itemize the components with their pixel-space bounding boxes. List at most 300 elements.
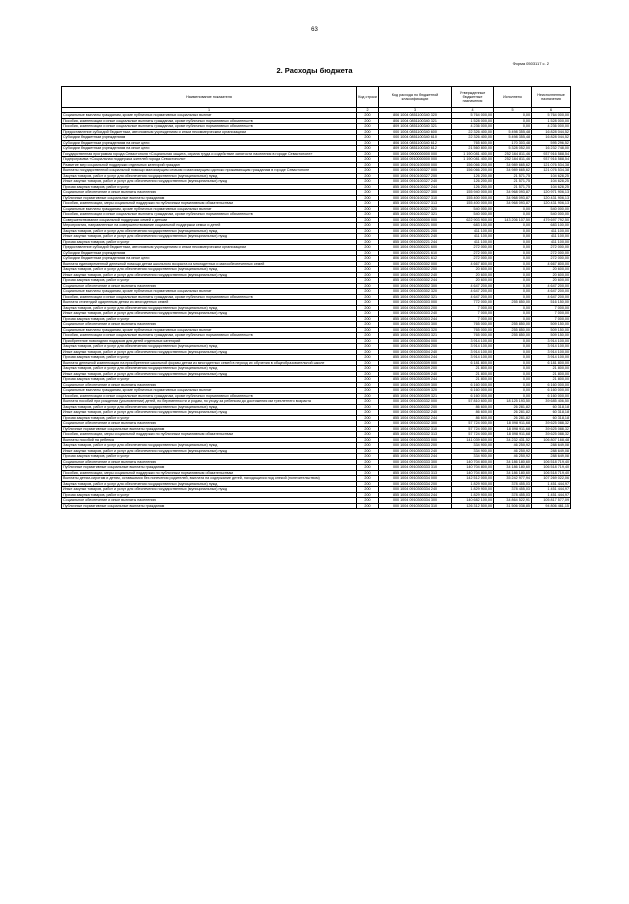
row-line-code: 200: [357, 426, 379, 432]
row-approved: 22 326 400,00: [452, 129, 494, 135]
row-name: Иные закупки товаров, работ и услуг для обеспечения государственных (муниципальных) нужд: [62, 371, 357, 377]
row-classification-code: 000 1004 0910300221 000: [379, 223, 452, 229]
row-classification-code: 855 1004 0910300332 313: [379, 432, 452, 438]
row-unexecuted: 1 528 000,00: [532, 118, 571, 124]
row-executed: 0,00: [494, 278, 532, 284]
row-classification-code: 000 1004 0910300302 200: [379, 267, 452, 273]
row-line-code: 200: [357, 113, 379, 119]
row-unexecuted: 509 150,00: [532, 333, 571, 339]
row-name: Социальное обеспечение и иные выплаты населению: [62, 382, 357, 388]
row-classification-code: 855 1004 0910100327 244: [379, 184, 452, 190]
row-classification-code: 000 1004 0910300334 300: [379, 498, 452, 504]
row-name: Социальное обеспечение и иные выплаты населению: [62, 283, 357, 289]
row-unexecuted: 39 625 088,32: [532, 432, 571, 438]
row-line-code: 200: [357, 393, 379, 399]
row-line-code: 200: [357, 322, 379, 328]
row-name: Закупка товаров, работ и услуг для обеспечения государственных (муниципальных) нужд: [62, 228, 357, 234]
row-unexecuted: 4 647 200,00: [532, 289, 571, 295]
row-name: Выплата стипендий одаренным детям из многодетных семей: [62, 300, 357, 306]
row-name: Закупка товаров, работ и услуг для обеспечения государственных (муниципальных) нужд: [62, 443, 357, 449]
row-unexecuted: 3 914 100,00: [532, 355, 571, 361]
row-name: Закупка товаров, работ и услуг для обеспечения государственных (муниципальных) нужд: [62, 173, 357, 179]
row-classification-code: 806 1004 0851100340 320: [379, 113, 452, 119]
row-line-code: 200: [357, 366, 379, 372]
row-classification-code: 809 1004 0851100340 321: [379, 124, 452, 130]
row-unexecuted: 121 076 534,38: [532, 168, 571, 174]
row-unexecuted: 104 628,25: [532, 173, 571, 179]
row-name: Прочая закупка товаров, работ и услуг: [62, 415, 357, 421]
row-line-code: 200: [357, 129, 379, 135]
row-unexecuted: 20 600,00: [532, 272, 571, 278]
row-classification-code: 000 1004 0910300221 600: [379, 245, 452, 251]
row-executed: 0,00: [494, 382, 532, 388]
row-name: Социальные выплаты гражданам, кроме публичных нормативных социальных выплат: [62, 206, 357, 212]
expenses-table: [61, 86, 571, 509]
row-unexecuted: 21 800,00: [532, 366, 571, 372]
row-executed: 0,00: [494, 223, 532, 229]
row-classification-code: 000 1004 0910300221 200: [379, 228, 452, 234]
row-unexecuted: 3 914 100,00: [532, 344, 571, 350]
row-executed: 0,00: [494, 371, 532, 377]
row-approved: 7 000,00: [452, 311, 494, 317]
row-executed: 0,00: [494, 256, 532, 262]
col-number: 3: [379, 108, 452, 113]
row-approved: 4 647 200,00: [452, 294, 494, 300]
row-unexecuted: 288 649,08: [532, 443, 571, 449]
row-approved: 20 600,00: [452, 272, 494, 278]
row-classification-code: 855 1004 0910300304 244: [379, 355, 452, 361]
row-name: Иные закупки товаров, работ и услуг для обеспечения государственных (муниципальных) нужд: [62, 234, 357, 240]
row-name: Пособия, компенсации, меры социальной поддержки по публичным нормативным обязательствам: [62, 470, 357, 476]
row-executed: 34 864 522,91: [494, 498, 532, 504]
row-executed: 34 186 180,60: [494, 465, 532, 471]
row-approved: 140 682 100,00: [452, 498, 494, 504]
row-line-code: 200: [357, 184, 379, 190]
row-classification-code: 000 1004 0910300334 000: [379, 476, 452, 482]
row-approved: 7 000,00: [452, 305, 494, 311]
row-name: Развитие мер социальной поддержки отдельных категорий граждан: [62, 162, 357, 168]
row-executed: 0,00: [494, 316, 532, 322]
row-approved: 765 000,00: [452, 322, 494, 328]
row-unexecuted: 104 628,25: [532, 184, 571, 190]
row-executed: 21 571,75: [494, 179, 532, 185]
row-classification-code: 855 1004 0910300332 244: [379, 415, 452, 421]
row-name: Закупка товаров, работ и услуг для обеспечения государственных (муниципальных) нужд: [62, 267, 357, 273]
row-classification-code: 855 1004 0910300334 244: [379, 492, 452, 498]
row-approved: 22 326 400,00: [452, 135, 494, 141]
row-executed: 0,00: [494, 283, 532, 289]
col-header-unexecuted: Неисполненные назначения: [532, 87, 571, 108]
row-executed: 170 303,48: [494, 140, 532, 146]
form-code: Форма 0503117 с. 2: [512, 61, 549, 66]
row-line-code: 200: [357, 256, 379, 262]
row-executed: 0,00: [494, 305, 532, 311]
row-executed: 0,00: [494, 344, 532, 350]
row-executed: 21 571,75: [494, 184, 532, 190]
row-unexecuted: 7 000,00: [532, 316, 571, 322]
row-classification-code: 000 1004 0910300334 310: [379, 503, 452, 509]
row-line-code: 200: [357, 498, 379, 504]
row-executed: 18 098 911,68: [494, 432, 532, 438]
row-approved: 411 100,00: [452, 228, 494, 234]
row-approved: 20 600,00: [452, 267, 494, 273]
row-executed: 46 250,92: [494, 454, 532, 460]
row-executed: 34 968 093,87: [494, 195, 532, 201]
row-executed: 0,00: [494, 234, 532, 240]
row-executed: 0,00: [494, 261, 532, 267]
row-classification-code: 000 1004 0910300000 000: [379, 217, 452, 223]
row-line-code: 200: [357, 228, 379, 234]
row-approved: 765 600,00: [452, 140, 494, 146]
row-classification-code: 000 1004 0910300303 240: [379, 311, 452, 317]
row-unexecuted: 39 625 088,32: [532, 426, 571, 432]
row-classification-code: 000 1004 0910300303 300: [379, 322, 452, 328]
row-name: Пособия, компенсации и иные социальные выплаты гражданам, кроме публичных нормативных обязательств: [62, 124, 357, 130]
row-executed: 0,00: [494, 267, 532, 273]
row-classification-code: 000 1004 0851100340 610: [379, 135, 452, 141]
row-line-code: 200: [357, 151, 379, 157]
row-executed: 0,00: [494, 349, 532, 355]
row-classification-code: 000 1004 0910300302 300: [379, 283, 452, 289]
row-executed: 378 455,03: [494, 487, 532, 493]
row-unexecuted: 540 000,00: [532, 212, 571, 218]
row-name: Прочая закупка товаров, работ и услуг: [62, 355, 357, 361]
row-name: Иные закупки товаров, работ и услуг для обеспечения государственных (муниципальных) нужд: [62, 311, 357, 317]
row-approved: 155 400 000,00: [452, 201, 494, 207]
row-approved: 86 600,00: [452, 410, 494, 416]
row-line-code: 200: [357, 190, 379, 196]
row-line-code: 200: [357, 179, 379, 185]
row-unexecuted: 21 800,00: [532, 371, 571, 377]
row-classification-code: 000 1004 0910100327 320: [379, 206, 452, 212]
row-unexecuted: 106 518 719,40: [532, 470, 571, 476]
row-approved: 126 200,00: [452, 179, 494, 185]
row-classification-code: 000 1004 0910100000 000: [379, 162, 452, 168]
col-header-approved: Утвержденные бюджетные назначения: [452, 87, 494, 108]
row-name: Социальное обеспечение и иные выплаты населению: [62, 421, 357, 427]
row-name: Субсидии бюджетным учреждениям: [62, 135, 357, 141]
row-name: Иные закупки товаров, работ и услуг для обеспечения государственных (муниципальных) нужд: [62, 448, 357, 454]
row-approved: 540 000,00: [452, 212, 494, 218]
row-name: Предоставление субсидий бюджетным, автономным учреждениям и иным некоммерческим организациям: [62, 129, 357, 135]
row-line-code: 200: [357, 283, 379, 289]
row-executed: 46 250,92: [494, 448, 532, 454]
row-executed: 34 989 665,62: [494, 168, 532, 174]
row-unexecuted: 6 160 000,00: [532, 393, 571, 399]
row-line-code: 200: [357, 316, 379, 322]
row-line-code: 200: [357, 399, 379, 405]
row-line-code: 200: [357, 432, 379, 438]
row-name: Прочая закупка товаров, работ и услуг: [62, 454, 357, 460]
row-executed: 0,00: [494, 311, 532, 317]
row-name: Закупка товаров, работ и услуг для обеспечения государственных (муниципальных) нужд: [62, 344, 357, 350]
row-name: Закупка товаров, работ и услуг для обеспечения государственных (муниципальных) нужд: [62, 481, 357, 487]
row-unexecuted: 540 000,00: [532, 206, 571, 212]
section-title: 2. Расходы бюджета: [276, 66, 353, 75]
row-name: Прочая закупка товаров, работ и услуг: [62, 377, 357, 383]
row-unexecuted: 3 914 100,00: [532, 338, 571, 344]
row-approved: 86 600,00: [452, 404, 494, 410]
row-classification-code: 000 1004 0910300309 000: [379, 360, 452, 366]
row-unexecuted: 94 806 461,15: [532, 503, 571, 509]
col-number: 2: [357, 108, 379, 113]
row-classification-code: 000 1004 0910300304 000: [379, 338, 452, 344]
row-line-code: 200: [357, 223, 379, 229]
row-name: Публичные нормативные социальные выплаты гражданам: [62, 465, 357, 471]
row-classification-code: 855 1004 0910300309 321: [379, 393, 452, 399]
row-approved: 3 914 100,00: [452, 355, 494, 361]
row-approved: 21 800,00: [452, 366, 494, 372]
row-name: Пособия, компенсации, меры социальной поддержки по публичным нормативным обязательствам: [62, 201, 357, 207]
row-line-code: 200: [357, 157, 379, 163]
row-executed: 18 125 193,50: [494, 399, 532, 405]
row-classification-code: 000 1004 0910300221 240: [379, 234, 452, 240]
row-line-code: 200: [357, 300, 379, 306]
row-unexecuted: 1 451 444,97: [532, 481, 571, 487]
row-executed: 5 498 355,48: [494, 129, 532, 135]
row-classification-code: 000 1004 0910300332 310: [379, 426, 452, 432]
row-classification-code: 855 1004 0910300333 244: [379, 454, 452, 460]
row-line-code: 200: [357, 118, 379, 124]
row-line-code: 200: [357, 267, 379, 273]
row-line-code: 200: [357, 481, 379, 487]
row-unexecuted: 107 269 022,06: [532, 476, 571, 482]
row-line-code: 200: [357, 212, 379, 218]
row-approved: 6 160 000,00: [452, 393, 494, 399]
row-name: Пособия, компенсации и иные социальные выплаты гражданам, кроме публичных нормативных обязательств: [62, 212, 357, 218]
row-name: Социальное обеспечение и иные выплаты населению: [62, 498, 357, 504]
row-classification-code: 855 1004 0910300303 321: [379, 333, 452, 339]
row-executed: 34 968 093,87: [494, 201, 532, 207]
row-line-code: 200: [357, 162, 379, 168]
row-approved: 57 724 000,00: [452, 432, 494, 438]
row-approved: 334 900,00: [452, 448, 494, 454]
col-number: 1: [62, 108, 357, 113]
row-executed: 0,00: [494, 294, 532, 300]
row-executed: 0,00: [494, 360, 532, 366]
row-classification-code: 855 1004 0910300333 313: [379, 470, 452, 476]
row-line-code: 200: [357, 377, 379, 383]
row-line-code: 200: [357, 217, 379, 223]
row-unexecuted: 3 914 100,00: [532, 349, 571, 355]
row-executed: 34 232 431,52: [494, 437, 532, 443]
col-number: 4: [452, 108, 494, 113]
row-executed: 0,00: [494, 239, 532, 245]
row-line-code: 200: [357, 206, 379, 212]
row-approved: 334 900,00: [452, 454, 494, 460]
row-name: Субсидии бюджетным учреждениям на иные цели: [62, 140, 357, 146]
row-executed: 21 571,75: [494, 173, 532, 179]
row-approved: 1 528 000,00: [452, 118, 494, 124]
row-classification-code: 855 1004 0910300221 244: [379, 239, 452, 245]
row-unexecuted: 4 647 200,00: [532, 294, 571, 300]
row-approved: 126 200,00: [452, 173, 494, 179]
row-unexecuted: 411 100,00: [532, 234, 571, 240]
row-line-code: 200: [357, 135, 379, 141]
row-classification-code: 000 1004 0910300333 300: [379, 459, 452, 465]
row-line-code: 200: [357, 327, 379, 333]
row-approved: 4 236 000,00: [452, 124, 494, 130]
row-unexecuted: 6 181 800,00: [532, 360, 571, 366]
row-line-code: 200: [357, 272, 379, 278]
row-name: Иные закупки товаров, работ и услуг для обеспечения государственных (муниципальных) нужд: [62, 487, 357, 493]
row-executed: 31 506 038,85: [494, 503, 532, 509]
row-name: Иные закупки товаров, работ и услуг для обеспечения государственных (муниципальных) нужд: [62, 179, 357, 185]
row-approved: 155 940 000,00: [452, 190, 494, 196]
row-approved: 21 560 800,00: [452, 146, 494, 152]
row-classification-code: 000 1004 0910300333 000: [379, 437, 452, 443]
row-classification-code: 000 1004 0910100327 300: [379, 190, 452, 196]
col-header-classification: Код расхода по бюджетной классификации: [379, 87, 452, 108]
row-line-code: 200: [357, 278, 379, 284]
row-executed: 252 164 811,46: [494, 151, 532, 157]
col-header-executed: Исполнено: [494, 87, 532, 108]
row-name: Социальное обеспечение и иные выплаты населению: [62, 459, 357, 465]
row-classification-code: 806 1004 0910300221 612: [379, 256, 452, 262]
row-name: Субсидии бюджетным учреждениям на иные цели: [62, 146, 357, 152]
row-unexecuted: 683 100,00: [532, 223, 571, 229]
row-executed: 0,00: [494, 245, 532, 251]
row-line-code: 200: [357, 382, 379, 388]
row-approved: 57 810 600,00: [452, 399, 494, 405]
row-executed: 18 098 911,68: [494, 421, 532, 427]
row-line-code: 200: [357, 503, 379, 509]
row-approved: 683 100,00: [452, 223, 494, 229]
row-name: Выплата денежной компенсации на приобретение школьной формы детям из многодетных семей в период их обучения в общеобразовательной школе: [62, 360, 357, 366]
row-executed: 0,00: [494, 289, 532, 295]
row-executed: 18 098 911,68: [494, 426, 532, 432]
row-executed: 0,00: [494, 272, 532, 278]
row-executed: 46 250,92: [494, 443, 532, 449]
row-line-code: 200: [357, 487, 379, 493]
row-unexecuted: 16 828 044,52: [532, 135, 571, 141]
row-classification-code: 000 1004 0910100327 000: [379, 168, 452, 174]
row-line-code: 200: [357, 245, 379, 251]
row-unexecuted: 121 076 534,38: [532, 162, 571, 168]
row-name: Пособия, компенсации и иные социальные выплаты гражданам, кроме публичных нормативных обязательств: [62, 393, 357, 399]
row-classification-code: 000 1004 0910300333 310: [379, 465, 452, 471]
row-unexecuted: 1 451 444,97: [532, 487, 571, 493]
row-unexecuted: 595 296,52: [532, 140, 571, 146]
row-approved: 126 200,00: [452, 184, 494, 190]
row-line-code: 200: [357, 454, 379, 460]
row-unexecuted: 4 647 200,00: [532, 283, 571, 289]
row-line-code: 200: [357, 415, 379, 421]
row-line-code: 200: [357, 239, 379, 245]
row-line-code: 200: [357, 294, 379, 300]
row-executed: 0,00: [494, 250, 532, 256]
row-line-code: 200: [357, 250, 379, 256]
row-line-code: 200: [357, 261, 379, 267]
row-name: Иные закупки товаров, работ и услуг для обеспечения государственных (муниципальных) нужд: [62, 349, 357, 355]
row-approved: 765 000,00: [452, 333, 494, 339]
row-unexecuted: 39 685 406,50: [532, 399, 571, 405]
row-name: Прочая закупка товаров, работ и услуг: [62, 239, 357, 245]
row-line-code: 200: [357, 338, 379, 344]
row-name: Выплата пособий при рождении (усыновлении) детей, по беременности и родам, по уходу за ребенком до достижения им трехлетнего возраста: [62, 399, 357, 405]
page-number: 63: [311, 27, 318, 33]
row-executed: 252 164 811,46: [494, 157, 532, 163]
row-executed: 26 281,82: [494, 415, 532, 421]
row-name: Иные закупки товаров, работ и услуг для обеспечения государственных (муниципальных) нужд: [62, 410, 357, 416]
row-approved: 156 066 200,00: [452, 168, 494, 174]
row-line-code: 200: [357, 476, 379, 482]
row-name: Социальные выплаты гражданам, кроме публичных нормативных социальных выплат: [62, 388, 357, 394]
row-name: Прочая закупка товаров, работ и услуг: [62, 492, 357, 498]
table-row: [62, 503, 571, 509]
row-unexecuted: 20 600,00: [532, 267, 571, 273]
row-line-code: 200: [357, 470, 379, 476]
row-line-code: 200: [357, 311, 379, 317]
row-classification-code: 000 1004 0910300332 200: [379, 404, 452, 410]
row-line-code: 200: [357, 355, 379, 361]
row-approved: 622 903 900,00: [452, 217, 494, 223]
row-approved: 7 000,00: [452, 316, 494, 322]
row-classification-code: 000 1004 0910300332 300: [379, 421, 452, 427]
row-executed: 143 206 107,50: [494, 217, 532, 223]
row-executed: 34 186 180,60: [494, 459, 532, 465]
row-classification-code: 000 1004 0851100340 600: [379, 129, 452, 135]
row-classification-code: 000 1004 0910300332 000: [379, 399, 452, 405]
row-line-code: 200: [357, 360, 379, 366]
row-approved: 411 100,00: [452, 234, 494, 240]
row-name: Пособия, компенсации и иные социальные выплаты гражданам, кроме публичных нормативных обязательств: [62, 118, 357, 124]
row-line-code: 200: [357, 333, 379, 339]
row-classification-code: 000 1004 0910300302 320: [379, 289, 452, 295]
row-classification-code: 855 1004 0910300302 321: [379, 294, 452, 300]
row-unexecuted: 104 628,25: [532, 179, 571, 185]
row-classification-code: 000 1004 0910100327 200: [379, 173, 452, 179]
table-body: [62, 113, 571, 509]
row-name: Мероприятия, направленные на совершенствование социальной поддержки семьи и детей: [62, 223, 357, 229]
row-approved: 6 160 000,00: [452, 382, 494, 388]
row-name: Прочая закупка товаров, работ и услуг: [62, 316, 357, 322]
row-name: Пособия, компенсации и иные социальные выплаты гражданам, кроме публичных нормативных обязательств: [62, 294, 357, 300]
row-name: Социальное обеспечение и иные выплаты населению: [62, 190, 357, 196]
row-classification-code: 000 1004 0910300333 200: [379, 443, 452, 449]
row-executed: 34 186 180,60: [494, 470, 532, 476]
row-classification-code: 000 1004 0910300333 240: [379, 448, 452, 454]
col-number: 5: [494, 108, 532, 113]
row-line-code: 200: [357, 437, 379, 443]
row-executed: 0,00: [494, 124, 532, 130]
row-unexecuted: 120 971 906,13: [532, 190, 571, 196]
row-approved: 57 724 000,00: [452, 421, 494, 427]
row-unexecuted: 6 160 000,00: [532, 382, 571, 388]
row-approved: 155 400 000,00: [452, 195, 494, 201]
row-line-code: 200: [357, 289, 379, 295]
row-unexecuted: 411 100,00: [532, 228, 571, 234]
row-name: Государственная программа города Севастополя «Социальная защита, охрана труда и содействие занятости населения в городе Севастополе»: [62, 151, 357, 157]
row-approved: 765 000,00: [452, 327, 494, 333]
row-approved: 4 667 800,00: [452, 261, 494, 267]
row-approved: 5 764 000,00: [452, 113, 494, 119]
row-unexecuted: 509 150,00: [532, 322, 571, 328]
row-approved: 21 800,00: [452, 377, 494, 383]
row-approved: 334 900,00: [452, 443, 494, 449]
row-classification-code: 000 1004 0910300304 240: [379, 349, 452, 355]
row-classification-code: 000 1004 0910300334 200: [379, 481, 452, 487]
row-unexecuted: 120 431 906,13: [532, 195, 571, 201]
row-name: Подпрограмма «Социальная поддержка жителей города Севастополя»: [62, 157, 357, 163]
row-unexecuted: 411 100,00: [532, 239, 571, 245]
row-approved: 1 190 081 400,00: [452, 157, 494, 163]
row-name: Закупка товаров, работ и услуг для обеспечения государственных (муниципальных) нужд: [62, 404, 357, 410]
col-header-line-code: Код строки: [357, 87, 379, 108]
row-name: Социальное обеспечение и иные выплаты населению: [62, 322, 357, 328]
row-executed: 255 850,00: [494, 300, 532, 306]
row-unexecuted: 105 817 577,09: [532, 498, 571, 504]
